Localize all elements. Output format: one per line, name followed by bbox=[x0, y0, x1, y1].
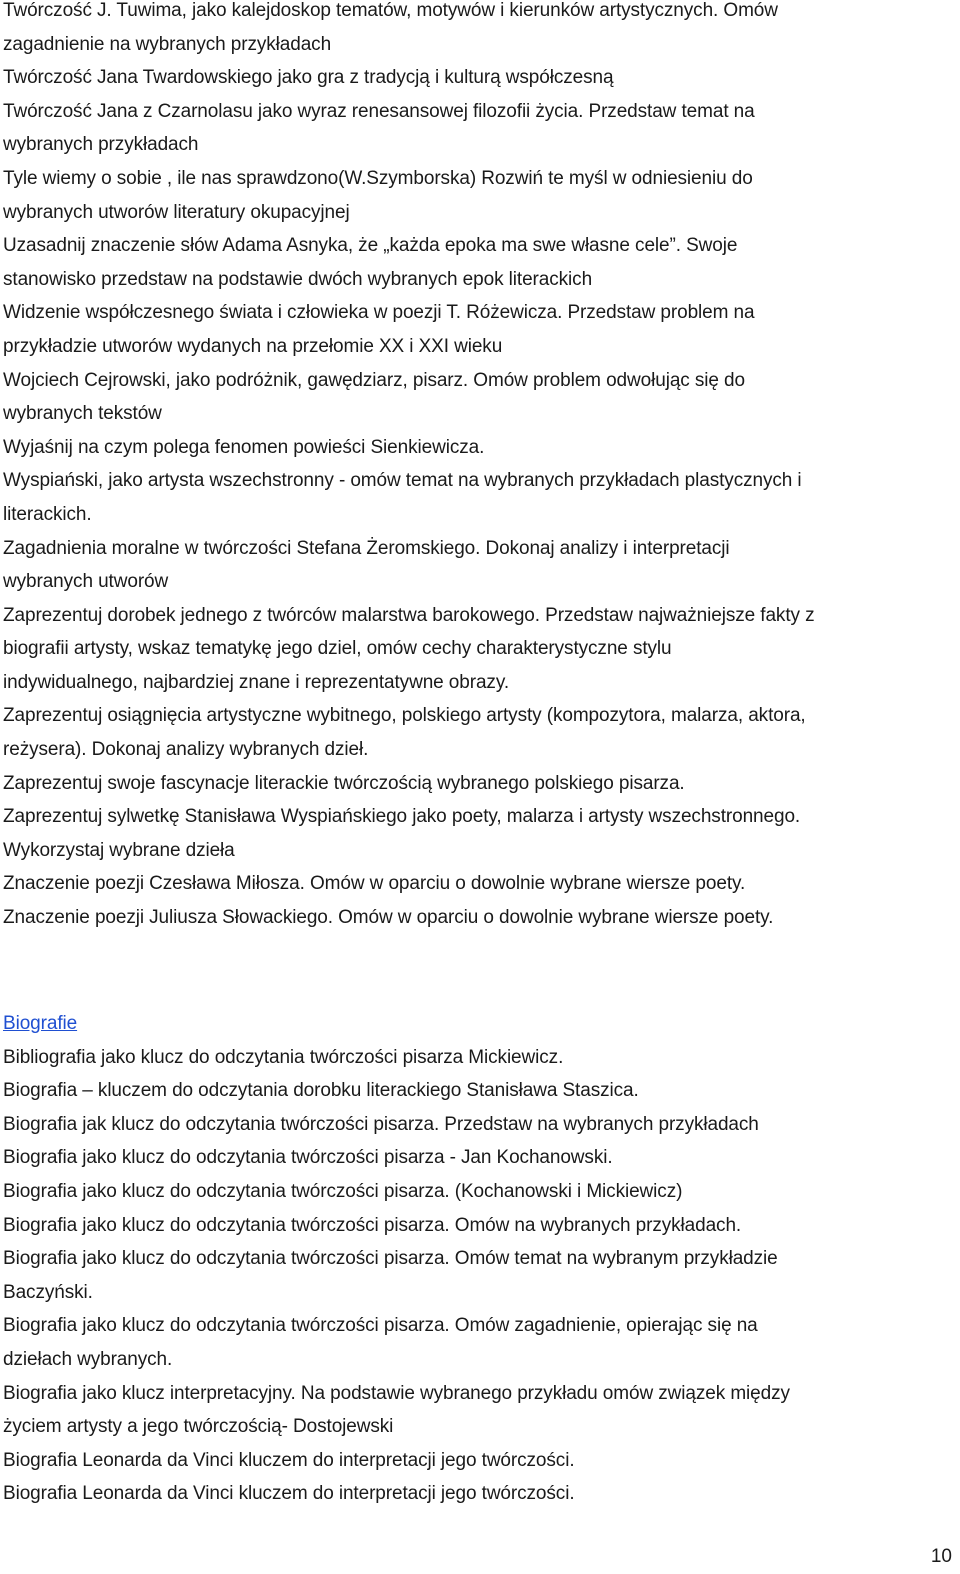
topic-line: Zaprezentuj sylwetkę Stanisława Wyspiańskiego jako poety, malarza i artysty wszechstronnego. bbox=[3, 806, 801, 828]
topic-line: wybranych tekstów bbox=[3, 403, 162, 425]
topics-list bbox=[3, 0, 955, 935]
topic-line: Twórczość J. Tuwima, jako kalejdoskop tematów, motywów i kierunków artystycznych. Omów bbox=[3, 0, 778, 21]
biografie-item: Baczyński. bbox=[3, 1281, 93, 1303]
topic-line: Wyjaśnij na czym polega fenomen powieści Sienkiewicza. bbox=[3, 436, 485, 458]
biografie-item: Biografia jako klucz do odczytania twórczości pisarza. (Kochanowski i Mickiewicz) bbox=[3, 1180, 683, 1202]
topic-line: Zaprezentuj dorobek jednego z twórców malarstwa barokowego. Przedstaw najważniejsze fakty z bbox=[3, 604, 815, 626]
topic-line: Wyspiański, jako artysta wszechstronny - omów temat na wybranych przykładach plastycznych i bbox=[3, 470, 802, 492]
biografie-item: Biografia jako klucz interpretacyjny. Na podstawie wybranego przykładu omów związek między bbox=[3, 1382, 790, 1404]
biografie-item: Bibliografia jako klucz do odczytania twórczości pisarza Mickiewicz. bbox=[3, 1046, 564, 1068]
biografie-item: Biografia Leonarda da Vinci kluczem do interpretacji jego twórczości. bbox=[3, 1449, 575, 1471]
biografie-item: Biografia jak klucz do odczytania twórczości pisarza. Przedstaw na wybranych przykładach bbox=[3, 1113, 759, 1135]
biografie-item: Biografia jako klucz do odczytania twórczości pisarza - Jan Kochanowski. bbox=[3, 1147, 613, 1169]
topic-line: Twórczość Jana Twardowskiego jako gra z tradycją i kulturą współczesną bbox=[3, 67, 614, 89]
biografie-item: dziełach wybranych. bbox=[3, 1348, 173, 1370]
topic-line: wybranych utworów literatury okupacyjnej bbox=[3, 201, 350, 223]
topic-line: reżysera). Dokonaj analizy wybranych dzieł. bbox=[3, 739, 369, 761]
page-number: 10 bbox=[930, 1546, 952, 1567]
topic-line: wybranych utworów bbox=[3, 571, 169, 593]
biografie-section bbox=[3, 1007, 955, 1511]
topic-line: Zaprezentuj osiągnięcia artystyczne wybitnego, polskiego artysty (kompozytora, malarza, aktora, bbox=[3, 705, 806, 727]
biografie-item: Biografia Leonarda da Vinci kluczem do interpretacji jego twórczości. bbox=[3, 1483, 575, 1505]
topic-line: Znaczenie poezji Juliusza Słowackiego. Omów w oparciu o dowolnie wybrane wiersze poety. bbox=[3, 907, 774, 929]
topic-line: Znaczenie poezji Czesława Miłosza. Omów w oparciu o dowolnie wybrane wiersze poety. bbox=[3, 873, 746, 895]
topic-line: Uzasadnij znaczenie słów Adama Asnyka, że „każda epoka ma swe własne cele”. Swoje bbox=[3, 235, 738, 257]
biografie-item: życiem artysty a jego twórczością- Dostojewski bbox=[3, 1416, 394, 1438]
biografie-heading-row bbox=[3, 1007, 955, 1041]
biografie-link[interactable]: Biografie bbox=[3, 1013, 78, 1034]
biografie-item: Biografia jako klucz do odczytania twórczości pisarza. Omów zagadnienie, opierając się na bbox=[3, 1315, 758, 1337]
topic-line: Widzenie współczesnego świata i człowieka w poezji T. Różewicza. Przedstaw problem na bbox=[3, 302, 755, 324]
topic-line: wybranych przykładach bbox=[3, 134, 199, 156]
topic-line: Tyle wiemy o sobie , ile nas sprawdzono(W.Szymborska) Rozwiń te myśl w odniesieniu do bbox=[3, 167, 753, 189]
topic-line: literackich. bbox=[3, 503, 92, 525]
topic-line: Wykorzystaj wybrane dzieła bbox=[3, 839, 235, 861]
topic-line: Wojciech Cejrowski, jako podróżnik, gawędziarz, pisarz. Omów problem odwołując się do bbox=[3, 369, 745, 391]
topic-line: przykładzie utworów wydanych na przełomie XX i XXI wieku bbox=[3, 335, 503, 357]
topic-line: Twórczość Jana z Czarnolasu jako wyraz renesansowej filozofii życia. Przedstaw temat na bbox=[3, 100, 755, 122]
biografie-item: Biografia jako klucz do odczytania twórczości pisarza. Omów temat na wybranym przykładzie bbox=[3, 1248, 778, 1270]
topic-line: zagadnienie na wybranych przykładach bbox=[3, 33, 332, 55]
biografie-item: Biografia – kluczem do odczytania dorobku literackiego Stanisława Staszica. bbox=[3, 1080, 639, 1102]
topic-line: indywidualnego, najbardziej znane i reprezentatywne obrazy. bbox=[3, 671, 510, 693]
biografie-item: Biografia jako klucz do odczytania twórczości pisarza. Omów na wybranych przykładach. bbox=[3, 1214, 742, 1236]
topic-line: Zaprezentuj swoje fascynacje literackie twórczością wybranego polskiego pisarza. bbox=[3, 772, 685, 794]
topic-line: stanowisko przedstaw na podstawie dwóch wybranych epok literackich bbox=[3, 268, 593, 290]
topic-line: Zagadnienia moralne w twórczości Stefana Żeromskiego. Dokonaj analizy i interpretacji bbox=[3, 537, 730, 559]
topic-line: biografii artysty, wskaz tematykę jego dziel, omów cechy charakterystyczne stylu bbox=[3, 638, 672, 660]
